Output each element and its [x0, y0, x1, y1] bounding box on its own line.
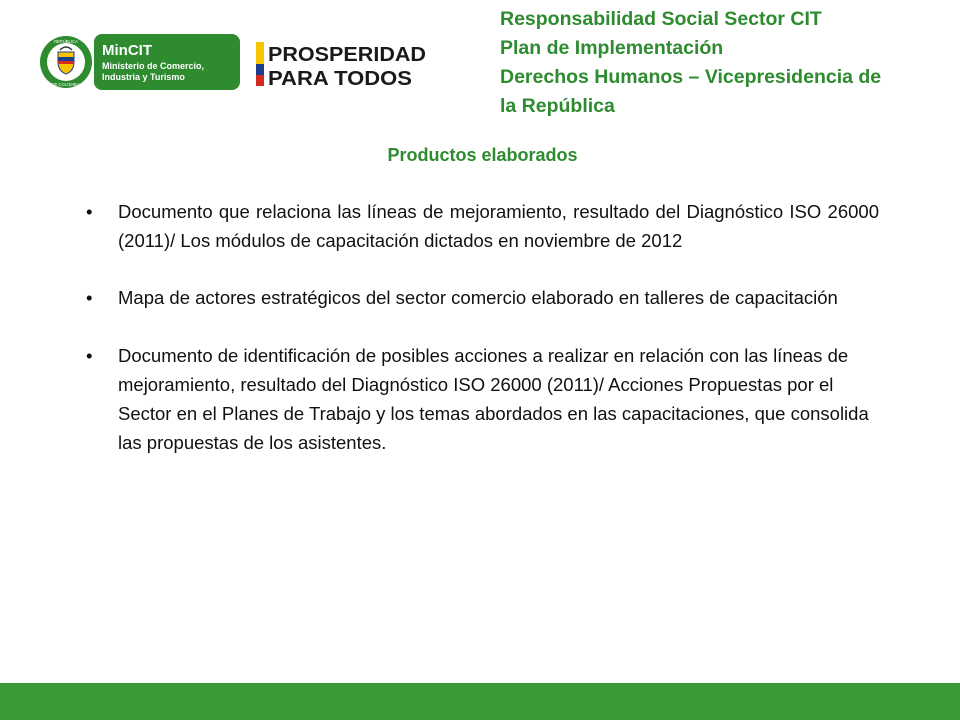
bullet-item — [86, 341, 879, 457]
seal-bottom-text: DE COLOMBIA — [51, 82, 81, 87]
mincit-name: MinCIT — [102, 42, 152, 59]
bullet-icon: • — [86, 287, 93, 308]
mincit-line2: Industria y Turismo — [102, 72, 185, 82]
header-title-line: Responsabilidad Social Sector CIT — [500, 8, 822, 30]
footer-bar — [0, 683, 960, 720]
header-title-line: la República — [500, 95, 615, 117]
bullet-item — [86, 283, 879, 312]
bullet-icon: • — [86, 201, 93, 222]
prosperidad-line2: PARA TODOS — [268, 68, 412, 88]
flag-stripes-icon — [256, 42, 264, 86]
bullet-list — [86, 197, 879, 457]
bullet-text: Mapa de actores estratégicos del sector comercio elaborado en talleres de capacitación — [118, 287, 838, 308]
section-heading: Productos elaborados — [387, 145, 578, 165]
seal-top-text: REPÚBLICA — [54, 39, 78, 44]
prosperidad-logo — [252, 40, 430, 88]
bullet-text: Documento de identificación de posibles acciones a realizar en relación con las líneas de mejoramiento, resultado del Diagnóstico ISO 26000 (2011)/ Acciones Propuestas por el Sector en el Planes de Trabajo y los temas abordados en las capacitaciones, que consolida las propuestas de los asistentes. — [118, 345, 869, 453]
mincit-line1: Ministerio de Comercio, — [102, 61, 205, 71]
header-title — [500, 5, 960, 121]
mincit-logo — [38, 34, 240, 90]
bullet-item — [86, 197, 879, 255]
bullet-text: Documento que relaciona las líneas de mejoramiento, resultado del Diagnóstico ISO 26000 (2011)/ Los módulos de capacitación dictados en noviembre de 2012 — [118, 201, 879, 251]
bullet-icon: • — [86, 345, 93, 366]
header-title-line: Derechos Humanos – Vicepresidencia de — [500, 66, 882, 88]
header-title-line: Plan de Implementación — [500, 37, 724, 59]
prosperidad-line1: PROSPERIDAD — [268, 44, 426, 66]
